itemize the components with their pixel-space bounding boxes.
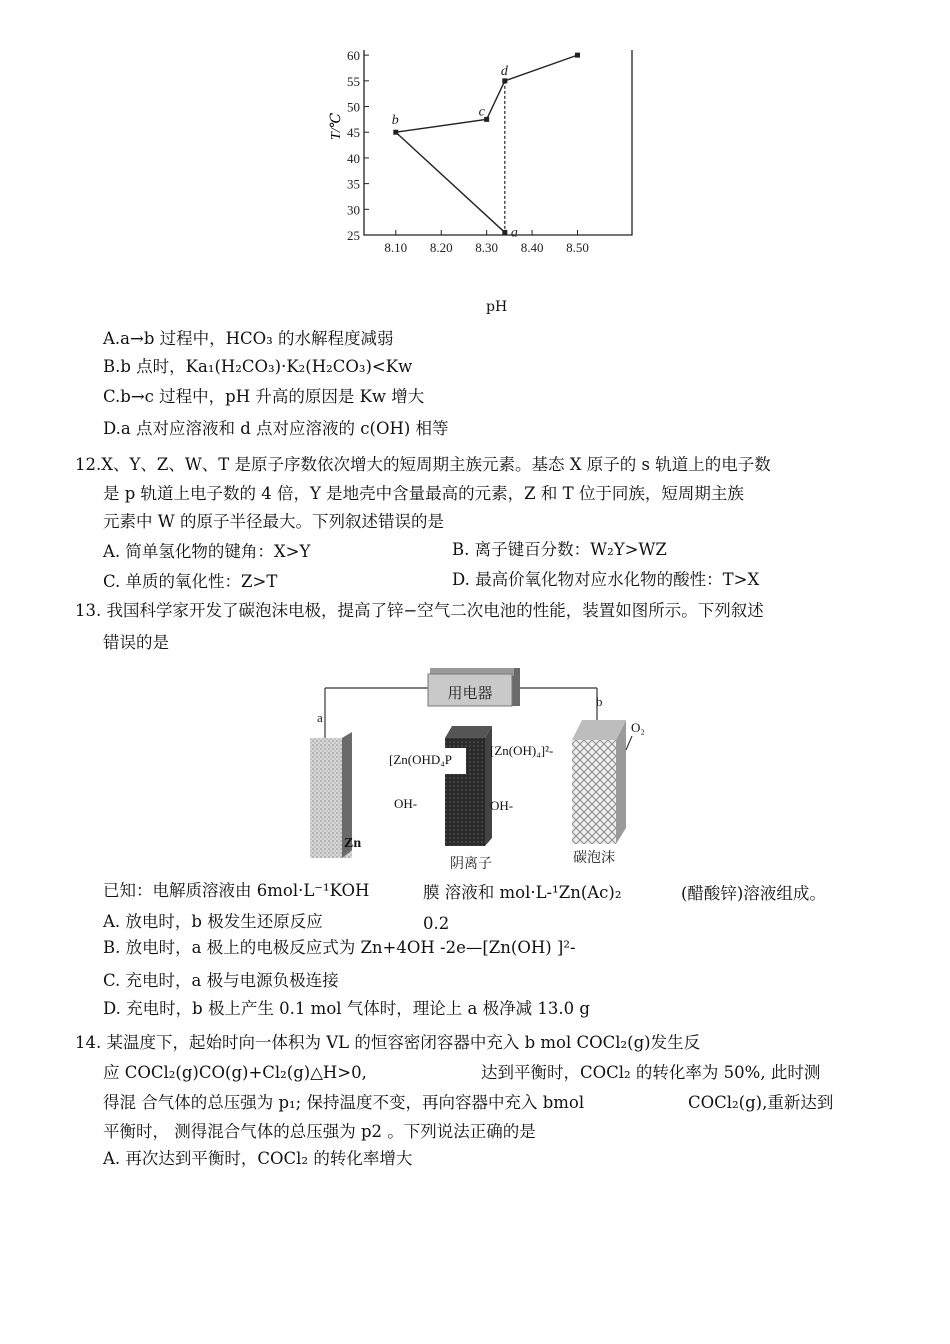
q13-stem-line2: 错误的是 [103,633,169,652]
q12-option-c: C. 单质的氧化性：Z>T [103,572,278,591]
data-point [484,117,489,122]
q13-stem-line1: 13. 我国科学家开发了碳泡沫电极，提高了锌−空气二次电池的性能，装置如图所示。下列叙述 [75,601,764,620]
data-point [393,130,398,135]
chart-axes [364,50,632,235]
oxygen-label: O₂ [631,720,645,735]
q11-option-b: B.b 点时，Ka₁(H₂CO₃)·K₂(H₂CO₃)<Kw [103,357,413,376]
y-axis-label: T/℃ [329,112,344,140]
q13-option-c: C. 充电时，a 极与电源负极连接 [103,971,339,990]
y-tick-label: 25 [347,228,360,243]
q11-option-d: D.a 点对应溶液和 d 点对应溶液的 c(OH) 相等 [103,419,449,438]
hydroxide-right: OH- [490,798,514,813]
point-label-d: d [500,63,508,79]
temperature-ph-chart [0,0,950,320]
q12-option-a: A. 简单氢化物的键角：X>Y [103,542,311,561]
zinc-ion-right: [Zn(OH)₄]²- [490,743,554,758]
data-point [502,78,507,83]
data-point [575,53,580,58]
point-label-c: c [478,104,485,120]
electrode-b-label: b [596,694,603,709]
x-tick-label: 8.40 [520,240,544,255]
data-point [502,230,507,235]
x-axis-label: pH [486,299,508,315]
q11-option-a: A.a→b 过程中，HCO₃ 的水解程度减弱 [103,329,394,348]
device-label: 用电器 [447,686,493,702]
y-tick-label: 30 [347,202,360,218]
series-line-2 [396,132,505,232]
hydroxide-left: OH- [394,796,418,811]
y-tick-label: 50 [347,99,360,115]
q14-stem-line4: 平衡时， 测得混合气体的总压强为 p2 。下列说法正确的是 [103,1122,536,1141]
q14-stem-line2a: 应 COCl₂(g)CO(g)+Cl₂(g)△H>0, [103,1063,367,1082]
y-tick-label: 40 [347,150,360,166]
q12-option-b: B. 离子键百分数：W₂Y>WZ [452,540,667,559]
chart-series [396,55,578,232]
point-label-a: a [510,225,518,241]
carbon-foam-electrode [572,740,616,844]
y-tick-label: 35 [347,176,360,192]
chart-frame [364,50,632,235]
y-tick-label: 45 [347,125,360,141]
q13-known-part3: (醋酸锌)溶液组成。 [681,884,826,903]
x-tick-label: 8.50 [566,240,589,255]
q12-stem-line2: 是 p 轨道上电子数的 4 倍，Y 是地壳中含量最高的元素，Z 和 T 位于同族，短周期主族 [103,484,744,503]
q14-stem-line2b: 达到平衡时，COCl₂ 的转化率为 50%, 此时测 [481,1063,821,1082]
q14-stem-line3a: 得混 合气体的总压强为 p₁; 保持温度不变，再向容器中充入 bmol [103,1093,585,1112]
q13-option-b: B. 放电时，a 极上的电极反应式为 Zn+4OH -2e—[Zn(OH) ]²- [103,938,576,957]
q13-option-d: D. 充电时，b 极上产生 0.1 mol 气体时，理论上 a 极净减 13.0 g [103,999,590,1018]
q14-stem-line3b: COCl₂(g),重新达到 [688,1093,834,1112]
y-tick-label: 55 [347,73,360,89]
q13-option-a: A. 放电时，b 极发生还原反应 [103,912,323,931]
membrane-label: 阴离子 [450,857,492,872]
carbon-foam-label: 碳泡沫 [573,851,615,866]
zinc-ion-left: [Zn(OHD₄P [389,752,453,767]
zn-label: Zn [344,836,362,851]
q13-known-part1: 已知：电解质溶液由 6mol·L⁻¹KOH [103,881,370,900]
y-tick-label: 60 [347,48,360,64]
chart-points [392,53,580,241]
q12-stem-line1: 12.X、Y、Z、W、T 是原子序数依次增大的短周期主族元素。基态 X 原子的 s 轨道上的电子数 [75,455,771,474]
q14-option-a: A. 再次达到平衡时，COCl₂ 的转化率增大 [103,1149,413,1168]
electrode-a-label: a [317,710,323,725]
q12-stem-line3: 元素中 W 的原子半径最大。下列叙述错误的是 [103,512,444,531]
q14-stem-line1: 14. 某温度下，起始时向一体积为 VL 的恒容密闭容器中充入 b mol COCl₂(g)发生反 [75,1033,701,1052]
x-tick-label: 8.10 [384,240,408,255]
x-tick-label: 8.20 [429,240,453,255]
x-axis [384,230,588,255]
zinc-air-battery-diagram [300,660,660,875]
point-label-b: b [391,113,399,129]
q11-option-c: C.b→c 过程中，pH 升高的原因是 Kw 增大 [103,387,425,406]
y-axis [347,48,369,243]
q13-known-part2: 膜 溶液和 mol·L-¹Zn(Ac)₂ [423,883,622,902]
x-tick-label: 8.30 [475,240,499,255]
q13-concentration-value: 0.2 [423,914,450,933]
q12-option-d: D. 最高价氧化物对应水化物的酸性：T>X [452,570,760,589]
